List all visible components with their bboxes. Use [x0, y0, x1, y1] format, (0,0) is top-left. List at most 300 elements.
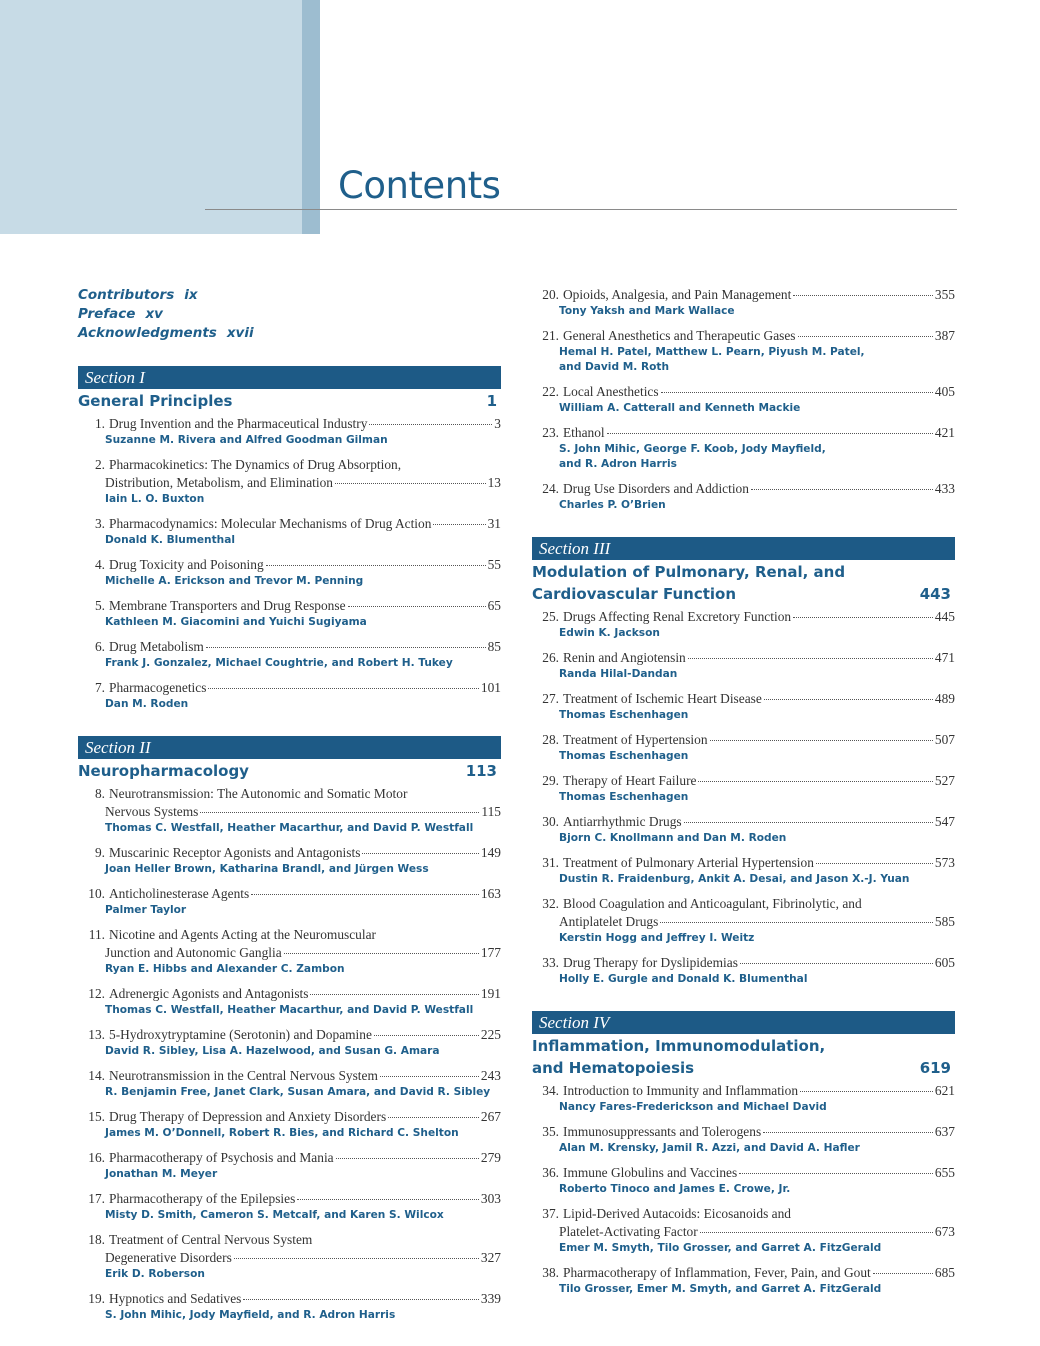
chapter-title-text: Therapy of Heart Failure	[563, 773, 697, 788]
chapter-title-text: Hypnotics and Sedatives	[109, 1291, 242, 1306]
chapter-page-number: 65	[487, 598, 501, 613]
chapter-entry[interactable]	[532, 608, 955, 641]
dot-leader	[433, 524, 485, 525]
chapter-page-number: 507	[934, 732, 955, 747]
chapter-title-text: Antiarrhythmic Drugs	[563, 814, 682, 829]
chapter-title	[563, 480, 955, 498]
chapter-title-text: Drug Use Disorders and Addiction	[563, 481, 749, 496]
chapter-title	[109, 1067, 501, 1085]
chapter-number: 31.	[542, 855, 559, 870]
section-page-number: 1	[486, 392, 497, 410]
chapter-title	[559, 1223, 955, 1241]
chapter-entry[interactable]	[532, 327, 955, 375]
chapter-authors: and David M. Roth	[559, 361, 670, 373]
chapter-title-text: Blood Coagulation and Anticoagulant, Fibrinolytic, and	[563, 896, 862, 911]
chapter-title-line	[532, 424, 955, 442]
section-label-bar: Section I	[78, 366, 501, 389]
dot-leader	[751, 489, 933, 490]
chapter-entry[interactable]	[532, 1082, 955, 1115]
chapter-entry[interactable]	[78, 1190, 501, 1223]
chapter-title-text: Drug Toxicity and Poisoning	[109, 557, 264, 572]
dot-leader	[800, 1091, 933, 1092]
chapter-entry[interactable]	[532, 1205, 955, 1256]
chapter-page-number: 327	[480, 1250, 501, 1265]
chapter-page-number: 471	[934, 650, 955, 665]
chapter-page-number: 3	[494, 416, 501, 431]
dot-leader	[335, 483, 486, 484]
chapter-title-line	[532, 954, 955, 972]
chapter-entry[interactable]	[78, 1026, 501, 1059]
chapter-entry[interactable]	[78, 1231, 501, 1282]
toc-column-right	[532, 286, 955, 1305]
chapter-authors: Erik D. Roberson	[105, 1268, 205, 1280]
chapter-authors: Misty D. Smith, Cameron S. Metcalf, and Karen S. Wilcox	[105, 1209, 444, 1221]
chapter-entry[interactable]	[532, 649, 955, 682]
chapter-entry[interactable]	[532, 813, 955, 846]
dot-leader	[310, 994, 478, 995]
chapter-entry[interactable]	[532, 690, 955, 723]
chapter-authors: David R. Sibley, Lisa A. Hazelwood, and Susan G. Amara	[105, 1045, 440, 1057]
chapter-title	[109, 1190, 501, 1208]
chapter-entry[interactable]	[532, 772, 955, 805]
chapter-authors: Dustin R. Fraidenburg, Ankit A. Desai, and Jason X.-J. Yuan	[559, 873, 910, 885]
section-spacer	[532, 995, 955, 1011]
dot-leader	[607, 433, 933, 434]
chapter-page-number: 433	[934, 481, 955, 496]
chapter-title-text: Membrane Transporters and Drug Response	[109, 598, 346, 613]
chapter-title	[563, 383, 955, 401]
chapter-number: 16.	[88, 1150, 105, 1165]
dot-leader	[348, 606, 486, 607]
front-matter-item[interactable]: Preface xv	[78, 306, 163, 322]
section-title-text	[532, 1035, 910, 1079]
chapter-title	[109, 1290, 501, 1308]
chapter-title-text: Nicotine and Agents Acting at the Neuromuscular	[109, 927, 377, 942]
chapter-number: 13.	[88, 1027, 105, 1042]
chapter-authors: Thomas Eschenhagen	[559, 709, 689, 721]
dot-leader	[816, 863, 933, 864]
chapter-authors: S. John Mihic, Jody Mayfield, and R. Adron Harris	[105, 1309, 396, 1321]
chapter-entry[interactable]	[532, 954, 955, 987]
chapter-title	[105, 803, 501, 821]
chapter-entry[interactable]	[78, 1149, 501, 1182]
chapter-title-text: Neurotransmission: The Autonomic and Somatic Motor	[109, 786, 408, 801]
chapter-number: 37.	[542, 1206, 559, 1221]
chapter-authors: Joan Heller Brown, Katharina Brandl, and Jürgen Wess	[105, 863, 429, 875]
chapter-number: 25.	[542, 609, 559, 624]
dot-leader	[798, 336, 933, 337]
chapter-entry[interactable]	[78, 1290, 501, 1323]
chapter-number: 29.	[542, 773, 559, 788]
chapter-title	[109, 556, 501, 574]
chapter-authors: Iain L. O. Buxton	[105, 493, 205, 505]
chapter-page-number: 267	[480, 1109, 501, 1124]
chapter-entry[interactable]	[78, 556, 501, 589]
chapter-title-line	[78, 885, 501, 903]
chapter-authors: Donald K. Blumenthal	[105, 534, 235, 546]
chapter-title	[563, 286, 955, 304]
chapter-entry[interactable]	[78, 985, 501, 1018]
dot-leader	[374, 1035, 479, 1036]
chapter-entry[interactable]	[78, 1108, 501, 1141]
chapter-title	[105, 474, 501, 492]
chapter-title	[109, 1108, 501, 1126]
chapter-entry[interactable]	[78, 844, 501, 877]
section-title-text	[532, 561, 910, 605]
chapter-title-line	[532, 913, 955, 931]
chapter-title-line	[78, 679, 501, 697]
chapter-title	[109, 456, 501, 474]
dot-leader	[793, 295, 933, 296]
chapter-title-text: Drug Therapy for Dyslipidemias	[563, 955, 738, 970]
chapter-number: 20.	[542, 287, 559, 302]
section-spacer	[78, 720, 501, 736]
chapter-title-text: Adrenergic Agonists and Antagonists	[109, 986, 309, 1001]
chapter-title-line	[78, 1231, 501, 1249]
page-title: Contents	[338, 164, 501, 207]
dot-leader	[764, 699, 933, 700]
section-title-line: Modulation of Pulmonary, Renal, and	[532, 563, 846, 581]
chapter-page-number: 637	[934, 1124, 955, 1139]
chapter-title-text: Anticholinesterase Agents	[109, 886, 250, 901]
dot-leader	[661, 392, 933, 393]
chapter-title	[109, 515, 501, 533]
section-label-bar: Section IV	[532, 1011, 955, 1034]
dot-leader	[698, 781, 932, 782]
chapter-page-number: 149	[480, 845, 501, 860]
chapter-authors: Ryan E. Hibbs and Alexander C. Zambon	[105, 963, 345, 975]
chapter-number: 5.	[94, 598, 105, 613]
chapter-number: 26.	[542, 650, 559, 665]
chapter-number: 35.	[542, 1124, 559, 1139]
chapter-page-number: 101	[480, 680, 501, 695]
chapter-page-number: 621	[934, 1083, 955, 1098]
chapter-title-line	[78, 785, 501, 803]
chapter-entry[interactable]	[78, 515, 501, 548]
chapter-title	[109, 1231, 501, 1249]
chapter-entry[interactable]	[532, 286, 955, 319]
chapter-authors: Hemal H. Patel, Matthew L. Pearn, Piyush M. Patel,	[559, 346, 865, 358]
chapter-title-line	[532, 608, 955, 626]
chapter-entry[interactable]	[532, 1123, 955, 1156]
chapter-title	[563, 424, 955, 442]
chapter-authors: S. John Mihic, George F. Koob, Jody Mayfield,	[559, 443, 826, 455]
chapter-title-line	[532, 1264, 955, 1282]
header-divider	[205, 209, 957, 210]
chapter-title-text: Introduction to Immunity and Inflammation	[563, 1083, 799, 1098]
chapter-entry[interactable]	[78, 638, 501, 671]
section-header	[532, 537, 955, 605]
chapter-number: 23.	[542, 425, 559, 440]
chapter-title-line	[532, 854, 955, 872]
chapter-authors: James M. O’Donnell, Robert R. Bies, and Richard C. Shelton	[105, 1127, 459, 1139]
chapter-title-text: Neurotransmission in the Central Nervous System	[109, 1068, 378, 1083]
chapter-title-text: Drug Invention and the Pharmaceutical Industry	[109, 416, 368, 431]
section-title[interactable]	[532, 561, 955, 605]
chapter-title	[109, 415, 501, 433]
dot-leader	[873, 1273, 933, 1274]
chapter-authors: Edwin K. Jackson	[559, 627, 660, 639]
chapter-entry[interactable]	[532, 854, 955, 887]
chapter-title-line	[532, 327, 955, 345]
chapter-title-line	[532, 1205, 955, 1223]
section-title-text	[78, 760, 456, 782]
dot-leader	[739, 1173, 933, 1174]
chapter-title-line	[532, 649, 955, 667]
chapter-title	[563, 772, 955, 790]
chapter-entry[interactable]	[78, 885, 501, 918]
chapter-title	[109, 885, 501, 903]
chapter-title	[563, 731, 955, 749]
dot-leader	[700, 1232, 933, 1233]
dot-leader	[251, 894, 479, 895]
chapter-authors: Kerstin Hogg and Jeffrey I. Weitz	[559, 932, 755, 944]
chapter-title-text: Ethanol	[563, 425, 605, 440]
chapter-authors: Thomas C. Westfall, Heather Macarthur, and David P. Westfall	[105, 822, 474, 834]
chapter-authors: Charles P. O’Brien	[559, 499, 666, 511]
chapter-page-number: 421	[934, 425, 955, 440]
chapter-title-line	[78, 415, 501, 433]
header-color-block	[0, 0, 302, 234]
chapter-number: 11.	[88, 927, 105, 942]
chapter-title-text: Treatment of Hypertension	[563, 732, 708, 747]
chapter-entry[interactable]	[78, 415, 501, 448]
chapter-page-number: 191	[480, 986, 501, 1001]
chapter-title-line	[78, 803, 501, 821]
chapter-title	[105, 1249, 501, 1267]
chapter-title-line	[532, 731, 955, 749]
dot-leader	[688, 658, 933, 659]
chapter-authors: Emer M. Smyth, Tilo Grosser, and Garret A. FitzGerald	[559, 1242, 882, 1254]
dot-leader	[243, 1299, 479, 1300]
chapter-entry[interactable]	[532, 424, 955, 472]
chapter-title-text: Pharmacokinetics: The Dynamics of Drug Absorption,	[109, 457, 402, 472]
chapter-number: 22.	[542, 384, 559, 399]
chapter-title	[105, 944, 501, 962]
chapter-entry[interactable]	[78, 1067, 501, 1100]
chapter-title-line	[532, 1164, 955, 1182]
chapter-page-number: 115	[481, 804, 501, 819]
chapter-entry[interactable]	[532, 731, 955, 764]
chapter-title-line	[78, 597, 501, 615]
section-title[interactable]	[78, 760, 501, 782]
chapter-title	[109, 1026, 501, 1044]
chapter-title-text: Platelet-Activating Factor	[559, 1224, 698, 1239]
chapter-title	[563, 649, 955, 667]
chapter-number: 12.	[88, 986, 105, 1001]
chapter-title-text: Lipid-Derived Autacoids: Eicosanoids and	[563, 1206, 791, 1221]
chapter-page-number: 685	[934, 1265, 955, 1280]
chapter-title-line	[532, 480, 955, 498]
chapter-title-line	[78, 985, 501, 1003]
chapter-authors: Roberto Tinoco and James E. Crowe, Jr.	[559, 1183, 791, 1195]
chapter-authors: Kathleen M. Giacomini and Yuichi Sugiyama	[105, 616, 367, 628]
section-spacer	[532, 521, 955, 537]
chapter-title-text: Drug Metabolism	[109, 639, 204, 654]
chapter-number: 32.	[542, 896, 559, 911]
chapter-page-number: 573	[934, 855, 955, 870]
chapter-number: 19.	[88, 1291, 105, 1306]
chapter-number: 2.	[94, 457, 105, 472]
chapter-title-line	[532, 772, 955, 790]
chapter-title-line	[532, 1223, 955, 1241]
chapter-title-line	[78, 515, 501, 533]
chapter-title-line	[78, 926, 501, 944]
chapter-title-line	[532, 895, 955, 913]
chapter-authors: Frank J. Gonzalez, Michael Coughtrie, and Robert H. Tukey	[105, 657, 453, 669]
toc-column-left	[78, 286, 501, 1331]
chapter-page-number: 547	[934, 814, 955, 829]
chapter-title-text: Treatment of Central Nervous System	[109, 1232, 313, 1247]
section-label-bar: Section II	[78, 736, 501, 759]
chapter-title-text: Local Anesthetics	[563, 384, 659, 399]
chapter-page-number: 445	[934, 609, 955, 624]
chapter-number: 6.	[94, 639, 105, 654]
section-title-text	[78, 390, 477, 412]
section-title[interactable]	[532, 1035, 955, 1079]
chapter-title-line	[78, 944, 501, 962]
chapter-number: 9.	[94, 845, 105, 860]
chapter-authors: Holly E. Gurgle and Donald K. Blumenthal	[559, 973, 808, 985]
section-title-line: General Principles	[78, 392, 233, 410]
chapter-title-text: Distribution, Metabolism, and Elimination	[105, 475, 333, 490]
chapter-number: 17.	[88, 1191, 105, 1206]
chapter-entry[interactable]	[78, 456, 501, 507]
chapter-page-number: 405	[934, 384, 955, 399]
chapter-number: 36.	[542, 1165, 559, 1180]
chapter-title-text: Drug Therapy of Depression and Anxiety Disorders	[109, 1109, 387, 1124]
chapter-title	[563, 690, 955, 708]
chapter-title	[109, 785, 501, 803]
chapter-number: 3.	[94, 516, 105, 531]
section-page-number: 619	[919, 1059, 951, 1077]
chapter-title-text: Opioids, Analgesia, and Pain Management	[563, 287, 792, 302]
chapter-title-text: Junction and Autonomic Ganglia	[105, 945, 282, 960]
chapter-entry[interactable]	[532, 480, 955, 513]
section-header	[78, 736, 501, 782]
chapter-title-line	[78, 1108, 501, 1126]
chapter-title-text: Drugs Affecting Renal Excretory Function	[563, 609, 792, 624]
chapter-title-line	[532, 1123, 955, 1141]
dot-leader	[740, 963, 933, 964]
chapter-authors: Thomas Eschenhagen	[559, 791, 689, 803]
chapter-number: 27.	[542, 691, 559, 706]
chapter-number: 18.	[88, 1232, 105, 1247]
chapter-authors: R. Benjamin Free, Janet Clark, Susan Amara, and David R. Sibley	[105, 1086, 491, 1098]
chapter-page-number: 303	[480, 1191, 501, 1206]
chapter-entry[interactable]	[532, 895, 955, 946]
chapter-authors: Dan M. Roden	[105, 698, 189, 710]
chapter-title	[563, 327, 955, 345]
chapter-page-number: 177	[480, 945, 501, 960]
chapter-title-text: Degenerative Disorders	[105, 1250, 232, 1265]
chapter-number: 14.	[88, 1068, 105, 1083]
chapter-number: 33.	[542, 955, 559, 970]
chapter-authors: Randa Hilal-Dandan	[559, 668, 678, 680]
section-page-number: 113	[465, 762, 497, 780]
chapter-authors: William A. Catterall and Kenneth Mackie	[559, 402, 801, 414]
chapter-number: 15.	[88, 1109, 105, 1124]
chapter-page-number: 339	[480, 1291, 501, 1306]
chapter-title-line	[78, 1149, 501, 1167]
chapter-title	[563, 895, 955, 913]
chapter-title-text: Renin and Angiotensin	[563, 650, 686, 665]
chapter-title-line	[78, 474, 501, 492]
chapter-page-number: 279	[480, 1150, 501, 1165]
chapter-title	[563, 954, 955, 972]
chapter-number: 1.	[94, 416, 105, 431]
chapter-entry[interactable]	[78, 785, 501, 836]
chapter-title	[563, 1164, 955, 1182]
chapter-entry[interactable]	[78, 597, 501, 630]
dot-leader	[336, 1158, 479, 1159]
chapter-authors: and R. Adron Harris	[559, 458, 677, 470]
front-matter-item[interactable]: Acknowledgments xvii	[78, 325, 254, 341]
chapter-authors: Thomas Eschenhagen	[559, 750, 689, 762]
chapter-title-line	[532, 690, 955, 708]
dot-leader	[284, 953, 479, 954]
dot-leader	[208, 688, 478, 689]
front-matter-item[interactable]: Contributors ix	[78, 287, 198, 303]
dot-leader	[684, 822, 933, 823]
chapter-number: 8.	[94, 786, 105, 801]
section-header	[532, 1011, 955, 1079]
chapter-title-text: Immune Globulins and Vaccines	[563, 1165, 738, 1180]
chapter-authors: Suzanne M. Rivera and Alfred Goodman Gilman	[105, 434, 388, 446]
chapter-page-number: 527	[934, 773, 955, 788]
chapter-entry[interactable]	[78, 926, 501, 977]
chapter-title-line	[78, 844, 501, 862]
chapter-page-number: 355	[934, 287, 955, 302]
chapter-title-text: General Anesthetics and Therapeutic Gases	[563, 328, 796, 343]
chapter-entry[interactable]	[78, 679, 501, 712]
chapter-title	[559, 913, 955, 931]
chapter-title-text: Pharmacogenetics	[109, 680, 207, 695]
chapter-title-text: Treatment of Pulmonary Arterial Hypertension	[563, 855, 814, 870]
section-title[interactable]	[78, 390, 501, 412]
chapter-title	[109, 926, 501, 944]
chapter-number: 7.	[94, 680, 105, 695]
chapter-authors: Jonathan M. Meyer	[105, 1168, 218, 1180]
chapter-title-line	[78, 1249, 501, 1267]
chapter-entry[interactable]	[532, 1264, 955, 1297]
chapter-authors: Palmer Taylor	[105, 904, 187, 916]
chapter-entry[interactable]	[532, 1164, 955, 1197]
section-title-line: Cardiovascular Function	[532, 585, 737, 603]
chapter-title	[109, 597, 501, 615]
chapter-number: 38.	[542, 1265, 559, 1280]
chapter-page-number: 55	[487, 557, 501, 572]
chapter-title	[563, 813, 955, 831]
chapter-page-number: 163	[480, 886, 501, 901]
chapter-title	[109, 638, 501, 656]
chapter-title	[563, 1205, 955, 1223]
chapter-page-number: 585	[934, 914, 955, 929]
chapter-title-text: Pharmacotherapy of Inflammation, Fever, Pain, and Gout	[563, 1265, 871, 1280]
chapter-title-text: Antiplatelet Drugs	[559, 914, 659, 929]
chapter-number: 4.	[94, 557, 105, 572]
chapter-title-line	[532, 383, 955, 401]
chapter-title-text: Treatment of Ischemic Heart Disease	[563, 691, 762, 706]
chapter-title-line	[78, 1290, 501, 1308]
chapter-entry[interactable]	[532, 383, 955, 416]
section-title-line: and Hematopoiesis	[532, 1059, 695, 1077]
chapter-title	[109, 1149, 501, 1167]
dot-leader	[206, 647, 486, 648]
chapter-page-number: 489	[934, 691, 955, 706]
section-label-bar: Section III	[532, 537, 955, 560]
chapter-page-number: 655	[934, 1165, 955, 1180]
